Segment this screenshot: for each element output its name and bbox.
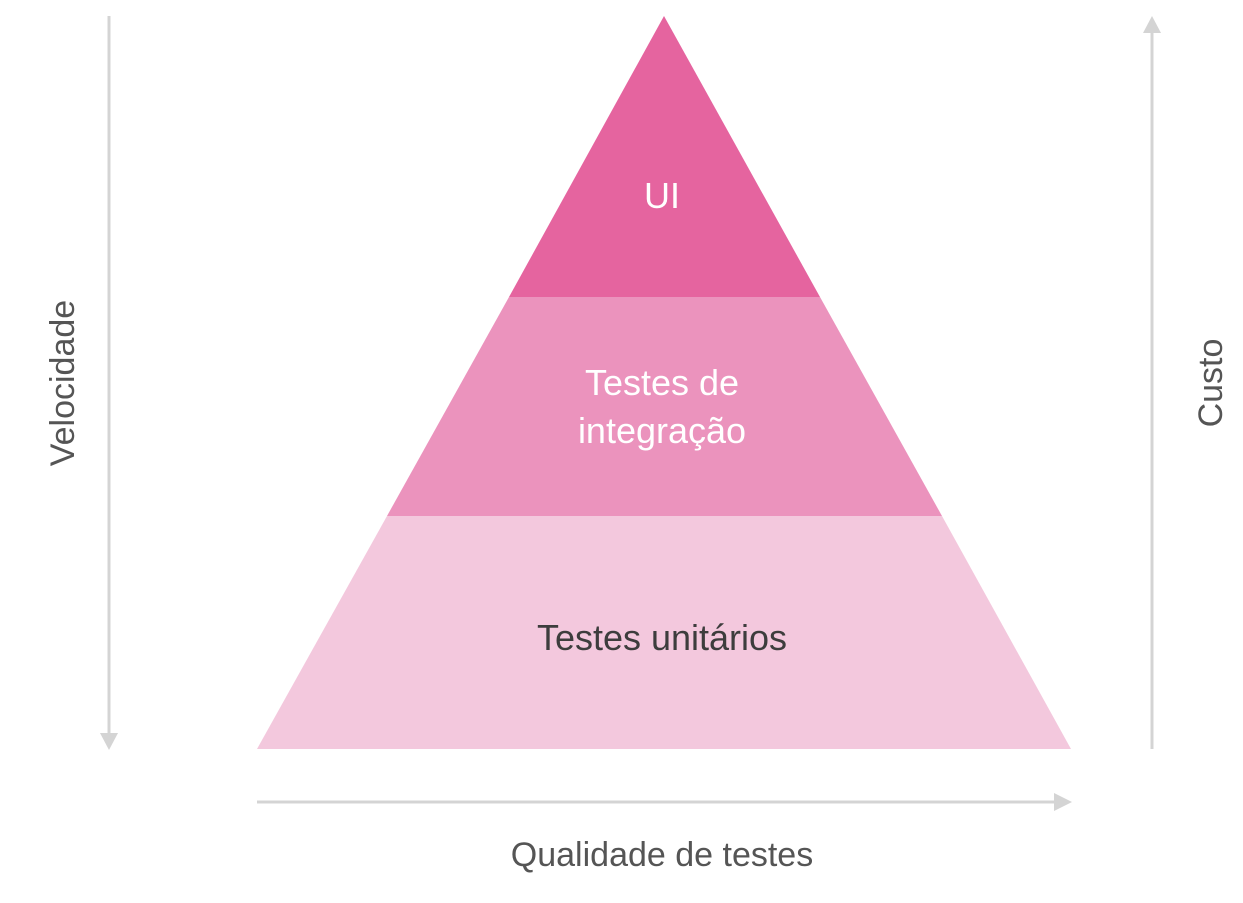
arrow-up-icon (1143, 16, 1161, 33)
arrow-right-icon (1054, 793, 1072, 811)
bottom-axis-arrow (257, 793, 1072, 811)
layer-label-integration-line1: Testes de (584, 362, 740, 403)
arrow-down-icon (100, 733, 118, 750)
layer-label-unit: Testes unitários (536, 617, 788, 658)
layer-label-ui: UI (644, 175, 680, 216)
axis-label-qualidade: Qualidade de testes (510, 836, 814, 874)
axis-label-custo: Custo (1192, 338, 1230, 428)
right-axis-arrow (1143, 16, 1161, 749)
axis-label-velocidade: Velocidade (44, 299, 82, 467)
pyramid-layer-middle (387, 297, 942, 516)
left-axis-arrow (100, 16, 118, 750)
layer-label-integration-line2: integração (577, 410, 747, 451)
pyramid-layer-top (509, 16, 820, 297)
